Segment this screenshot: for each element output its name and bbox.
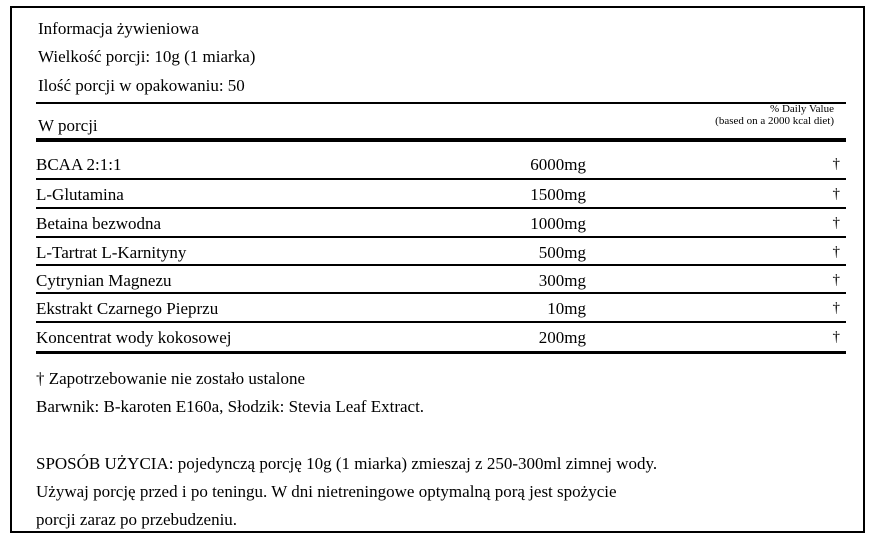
table-row	[36, 209, 846, 236]
nutrient-name: Koncentrat wody kokosowej	[36, 328, 232, 347]
table-row	[36, 150, 846, 177]
daily-value-line1: % Daily Value	[770, 103, 834, 115]
nutrient-amount: 1500mg	[530, 185, 586, 204]
nutrient-amount: 10mg	[547, 299, 586, 318]
daily-value-line2: (based on a 2000 kcal diet)	[715, 115, 834, 127]
nutrient-name: L-Tartrat L-Karnityny	[36, 243, 187, 262]
nutrient-name: Betaina bezwodna	[36, 214, 162, 233]
nutrient-amount: 6000mg	[530, 155, 586, 174]
nutrient-dv: †	[832, 215, 840, 231]
nutrient-name: Ekstrakt Czarnego Pieprzu	[36, 299, 219, 318]
usage-line-1: SPOSÓB UŻYCIA: pojedynczą porcję 10g (1 miarka) zmieszaj z 250-300ml zimnej wody.	[36, 454, 658, 473]
table-row	[36, 323, 846, 350]
usage-line-2: Używaj porcję przed i po teningu. W dni nietreningowe optymalną porą jest spożycie	[36, 482, 617, 501]
table-row	[36, 266, 846, 293]
ingredients-note: Barwnik: B-karoten E160a, Słodzik: Stevia Leaf Extract.	[36, 397, 425, 416]
nutrient-amount: 1000mg	[530, 214, 586, 233]
dagger-note: † Zapotrzebowanie nie zostało ustalone	[36, 369, 306, 388]
nutrient-dv: †	[832, 329, 840, 345]
nutrient-name: L-Glutamina	[36, 185, 124, 204]
servings-per-container: Ilość porcji w opakowaniu: 50	[38, 76, 245, 95]
serving-size: Wielkość porcji: 10g (1 miarka)	[38, 47, 256, 66]
table-row	[36, 180, 846, 207]
nutrient-dv: †	[832, 156, 840, 172]
table-row	[36, 294, 846, 321]
nutrient-amount: 300mg	[538, 271, 586, 290]
nutrient-amount: 500mg	[538, 243, 586, 262]
nutrient-dv: †	[832, 244, 840, 260]
divider-bottom	[36, 351, 846, 354]
daily-value-note	[715, 103, 834, 127]
nutrient-dv: †	[832, 186, 840, 202]
divider-header	[36, 138, 846, 142]
nutrient-name: BCAA 2:1:1	[36, 155, 122, 174]
per-serving-label: W porcji	[38, 116, 98, 135]
table-row	[36, 238, 846, 265]
nutrient-dv: †	[832, 300, 840, 316]
nutrient-name: Cytrynian Magnezu	[36, 271, 172, 290]
label-title: Informacja żywieniowa	[38, 19, 199, 38]
nutrient-amount: 200mg	[538, 328, 586, 347]
nutrient-dv: †	[832, 272, 840, 288]
usage-line-3: porcji zaraz po przebudzeniu.	[36, 510, 238, 529]
